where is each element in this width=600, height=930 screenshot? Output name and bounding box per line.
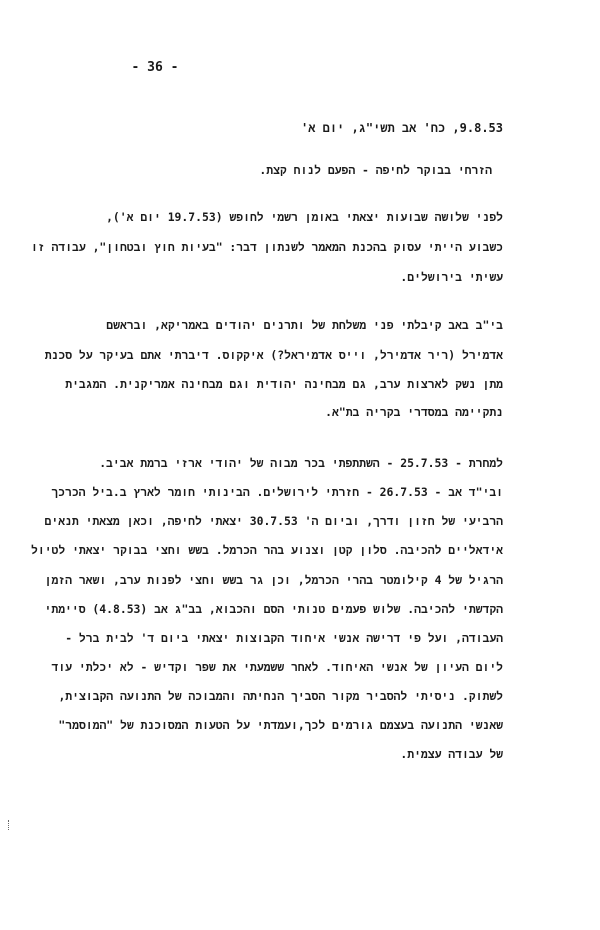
paragraph-line: למחרת - 25.7.53 - השתתפתי בכר מבוה של יהודי ארזי ברמת אביב. [99, 456, 503, 470]
paragraph-line: הרגיל של 4 קילומטר בהרי הכרמל, וכן גר בשש וחצי לפנות ערב, ושאר הזמן [44, 573, 503, 587]
paragraph-line: נתקיימה במסדרי בקריה בת"א. [325, 405, 503, 419]
paragraph-line: ובי"ד אב - 26.7.53 - חזרתי לירושלים. הבינותי חומר לארץ ב.ביל הכרכך [51, 485, 503, 499]
paragraph-line: כשבוע הייתי עסוק בהכנת המאמר לשנתון דבר: "בעיות חוץ ובטחון", עבודה זו [31, 240, 503, 254]
paragraph-line: בי"ב באב קיבלתי פני משלחת של ותרנים יהודים באמריקא, ובראשם [106, 318, 503, 332]
scan-edge-mark [8, 820, 11, 830]
paragraph-line: עשיתי בירושלים. [400, 270, 503, 284]
date-heading: 9.8.53, כח' אב תשי"ג, יום א' [300, 121, 503, 135]
paragraph-line: לשתוק. ניסיתי להסביר מקור הסביך הנחיתה והמבוכה של התנועה הקבוצית, [58, 689, 503, 703]
paragraph-line: של עבודה עצמית. [400, 747, 503, 761]
page-number: - 36 - [131, 60, 179, 75]
paragraph-line: שאנשי התנועה בעצמם גורמים לכך,ועמדתי על הטעות המסוכנת של "המוסמר" [58, 718, 503, 732]
paragraph-line: אידאליים להכיבה. סלון קטן וצנוע בהר הכרמל. בשש וחצי בבוקר יצאתי לטיול [31, 543, 503, 557]
paragraph-line: אדמירל (ריר אדמירל, וייס אדמיראל?) איקקוס. דיברתי אתם בעיקר על סכנת [44, 348, 503, 362]
paragraph-line: מתן נשק לארצות ערב, גם מבחינה יהודית וגם מבחינה אמריקנית. המגבית [65, 377, 503, 391]
paragraph-line: הרביעי של חזון ודרך, וביום ה' 30.7.53 יצאתי לחיפה, וכאן מצאתי תנאים [44, 514, 503, 528]
paragraph-line: העבודה, ועל פי דרישה אנשי איחוד הקבוצות יצאתי ביום ד' לבית ברל - [65, 631, 503, 645]
paragraph-line: לפני שלושה שבועות יצאתי באומן רשמי לחופש (19.7.53 יום א'), [106, 210, 503, 224]
paragraph-line: הקדשתי להכיבה. שלוש פעמים טנותי הסם והכבוא, בב"ג אב (4.8.53) סיימתי [44, 602, 503, 616]
subheading: הזרחי בבוקר לחיפה - הפעם לנוח קצת. [259, 163, 492, 177]
paragraph-line: ליום העיון של אנשי האיחוד. לאחר ששמעתי את שפר וקדיש - לא יכלתי עוד [51, 660, 503, 674]
